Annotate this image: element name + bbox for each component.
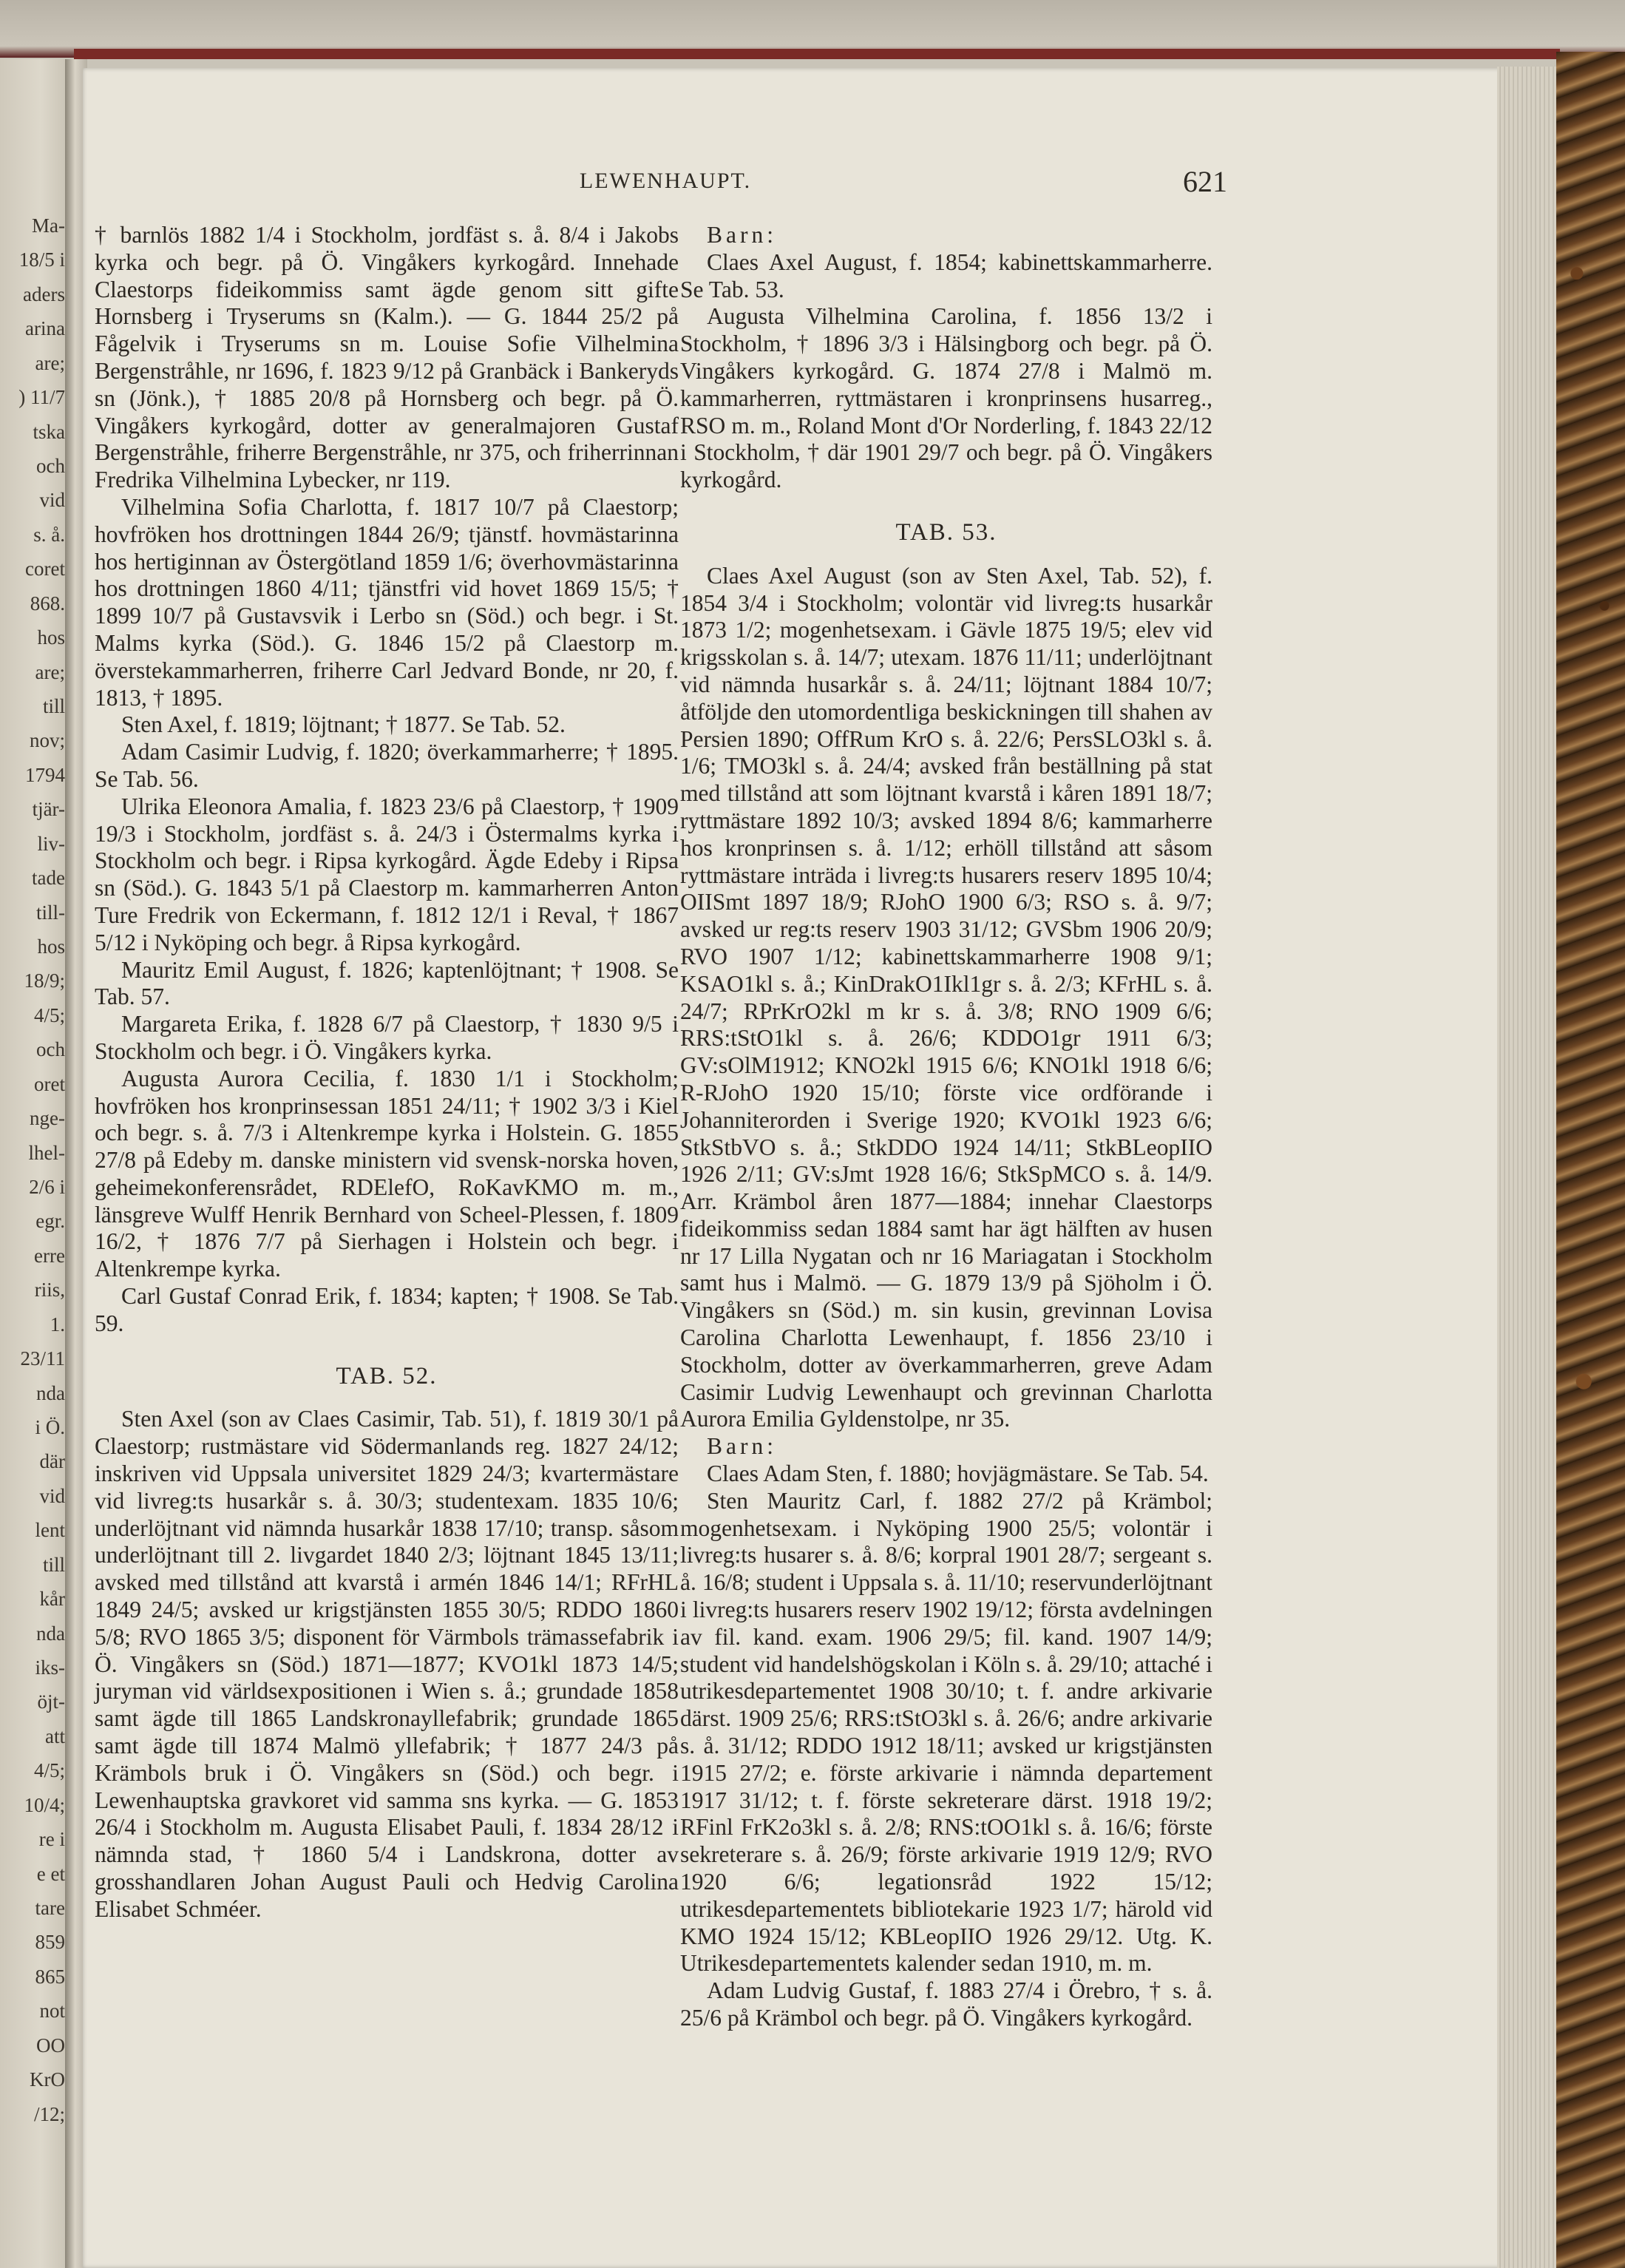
left-page-fragment: till (42, 695, 65, 717)
left-page-fragment: iks- (35, 1656, 65, 1679)
left-page-fragment: re i (38, 1828, 65, 1851)
left-page-fragment: OO (36, 2034, 65, 2057)
left-page-fragment: /12; (33, 2102, 65, 2125)
page-number: 621 (1183, 165, 1227, 198)
left-page-fragment: tska (33, 420, 65, 443)
left-page-fragment: hos (37, 935, 65, 958)
left-page-fragment: coret (25, 558, 65, 580)
entry-paragraph: † barnlös 1882 1/4 i Stockholm, jordfäst s. å. 8/4 i Jakobs kyrka och begr. på Ö. Vingåkers kyrkogård. Innehade Claestorps fideikommiss samt ägde genom sitt gifte Hornsberg i Tryserums sn (Kalm.). — G. 1844 25/2 på Fågelvik i Tryserums sn m. Louise Sofie Vilhelmina Bergenstråhle, nr 1696, f. 1823 9/12 på Granbäck i Bankeryds sn (Jönk.), † 1885 20/8 på Hornsberg och begr. på Ö. Vingåkers kyrkogård, dotter av generalmajoren Gustaf Bergenstråhle, friherre Bergenstråhle, nr 375, och friherrinnan Fredrika Vilhelmina Lybecker, nr 119. (95, 222, 679, 493)
entry-paragraph: Claes Adam Sten, f. 1880; hovjägmästare. Se Tab. 54. (707, 1460, 1209, 1487)
left-page-fragment: vid (39, 1484, 65, 1507)
table-heading: TAB. 53. (895, 518, 997, 546)
left-page-fragment: hos (37, 626, 65, 649)
left-page-fragment: erre (34, 1244, 65, 1267)
left-page-fragment: egr. (35, 1210, 65, 1233)
left-page-fragment: lent (35, 1519, 65, 1542)
entry-paragraph: Sten Axel, f. 1819; löjtnant; † 1877. Se Tab. 52. (121, 711, 566, 738)
running-head: LEWENHAUPT. (579, 169, 752, 193)
table-heading: TAB. 52. (336, 1362, 438, 1389)
left-page-fragment: kår (39, 1588, 65, 1611)
entry-paragraph: Margareta Erika, f. 1828 6/7 på Claestorp, † 1830 9/5 i Stockholm och begr. i Ö. Vingåkers kyrka. (95, 1011, 679, 1064)
left-page-fragment: not (39, 2000, 65, 2022)
left-page-fragment: att (45, 1724, 65, 1747)
left-page-fragment: 4/5; (33, 1003, 65, 1026)
left-page-fragment: där (39, 1450, 65, 1473)
left-page-fragment: till- (36, 901, 65, 924)
left-page-fragment: 1. (50, 1313, 65, 1336)
left-page-fragment: 868. (30, 592, 65, 615)
left-page-fragment: 18/9; (24, 969, 65, 992)
left-page-fragment: oret (34, 1072, 65, 1095)
left-page-fragment: riis, (34, 1279, 65, 1301)
left-page-fragment: nge- (30, 1107, 65, 1130)
right-column (680, 222, 1212, 2032)
entry-paragraph: Ulrika Eleonora Amalia, f. 1823 23/6 på Claestorp, † 1909 19/3 i Stockholm, jordfäst s. å. 24/3 i Östermalms kyrka i Stockholm och begr. i Ripsa kyrkogård. Ägde Edeby i Ripsa sn (Söd.). G. 1843 5/1 på Claestorp m. kammarherren Anton Ture Fredrik von Eckermann, f. 1812 12/1 i Reval, † 1867 5/12 i Nyköping och begr. å Ripsa kyrkogård. (95, 793, 679, 955)
left-page-fragment: lhel- (28, 1141, 65, 1164)
left-page-fragment: vid (39, 489, 65, 512)
red-page-edge (74, 49, 1560, 59)
left-page-fragment: 4/5; (33, 1759, 65, 1782)
left-page-fragment: 865 (35, 1965, 65, 1988)
left-page-fragment: nda (36, 1381, 65, 1404)
left-facing-page (0, 59, 68, 2268)
children-heading: Barn: (707, 222, 777, 248)
left-page-fragment: Ma- (32, 214, 65, 237)
left-page-fragment: nda (36, 1622, 65, 1645)
left-page-fragment: och (36, 1038, 65, 1061)
left-page-fragment: ) 11/7 (18, 386, 65, 409)
entry-paragraph: Claes Axel August, f. 1854; kabinettskammarherre. Se Tab. 53. (680, 248, 1212, 302)
entry-paragraph: Sten Axel (son av Claes Casimir, Tab. 51), f. 1819 30/1 på Claestorp; rustmästare vid Södermanlands reg. 1827 24/12; inskriven vid Uppsala universitet 1829 24/3; kvartermästare vid livreg:ts husarkår s. å. 30/3; studentexam. 1835 10/6; underlöjtnant vid nämnda husarkår 1838 17/10; transp. såsom underlöjtnant till 2. livgardet 1840 2/3; löjtnant 1845 13/11; avsked med tillstånd att kvarstå i armén 1846 14/1; RFrHL 1849 24/5; avsked ur krigstjänsten 1855 30/5; RDDO 1860 5/8; RVO 1865 3/5; disponent för Värmbols trämassefabrik i Ö. Vingåkers sn (Söd.) 1871—1877; KVO1kl 1873 14/5; juryman vid världsexpositionen i Wien s. å.; grundade 1858 samt ägde till 1865 Landskronayllefabrik; grundade 1865 samt ägde till 1874 Malmö yllefabrik; † 1877 24/3 på Krämbols bruk i Ö. Vingåkers sn (Söd.) och begr. i Lewenhauptska gravkoret vid samma sns kyrka. — G. 1853 26/4 i Stockholm m. Augusta Elisabet Pauli, f. 1834 28/12 i nämnda stad, † 1860 5/4 i Landskrona, dotter av grosshandlaren Johan August Pauli och Hedvig Carolina Elisabet Schméer. (95, 1406, 679, 1922)
left-page-fragment: tjär- (32, 798, 65, 821)
entry-paragraph: Augusta Vilhelmina Carolina, f. 1856 13/2 i Stockholm, † 1896 3/3 i Hälsingborg och begr. på Ö. Vingåkers kyrkogård. G. 1874 27/8 i Malmö m. kammarherren, ryttmästaren i kronprinsens husarreg., RSO m. m., Roland Mont d'Or Norderling, f. 1843 22/12 i Stockholm, † där 1901 29/7 och begr. på Ö. Vingåkers kyrkogård. (680, 303, 1212, 493)
entry-paragraph: Claes Axel August (son av Sten Axel, Tab. 52), f. 1854 3/4 i Stockholm; volontär vid livreg:ts husarkår 1873 1/2; mogenhetsexam. i Gävle 1875 19/5; elev vid krigsskolan s. å. 14/7; utexam. 1876 11/11; underlöjtnant vid nämnda husarkår s. å. 24/11; löjtnant 1884 10/7; åtföljde den utomordentliga beskickningen till shahen av Persien 1890; OffRum KrO s. å. 22/6; PersSLO3kl s. å. 1/6; TMO3kl s. å. 24/4; avsked från beställning på stat med tillstånd att som löjtnant kvarstå i kåren 1891 18/7; ryttmästare 1892 10/3; avsked 1894 8/6; kammarherre hos kronprinsen s. å. 1/12; erhöll tillstånd att såsom ryttmästare inträda i livreg:ts husarers reserv 1895 10/4; OIISmt 1897 18/9; RJohO 1900 6/3; RSO s. å. 9/7; avsked ur reg:ts reserv 1903 31/12; GVSbm 1906 20/9; RVO 1907 1/12; kabinettskammarherre 1908 9/1; KSAO1kl s. å.; KinDrakO1Ikl1gr s. å. 2/3; KFrHL s. å. 24/7; RPrKrO2kl m kr s. å. 3/8; RNO 1909 6/6; RRS:tStO1kl s. å. 26/6; KDDO1gr 1911 6/3; GV:sOlM1912; KNO2kl 1915 6/6; KNO1kl 1918 6/6; R-RJohO 1920 15/10; förste vice ordförande i Johanniterorden i Sverige 1920; KVO1kl 1923 6/6; StkStbVO s. å.; StkDDO 1924 14/11; StkBLeopIIO 1926 2/11; GV:sJmt 1928 16/6; StkSpMCO s. å. 14/9. Arr. Krämbol åren 1877—1884; innehar Claestorps fideikommiss sedan 1884 samt har ägt hälften av husen nr 17 Lilla Nygatan och nr 16 Mariagatan i Stockholm samt hus i Malmö. — G. 1879 13/9 på Sjöholm i Ö. Vingåkers sn (Söd.) m. sin kusin, grevinnan Lovisa Carolina Charlotta Lewenhaupt, f. 1856 23/10 i Stockholm, dotter av överkammarherren, greve Adam Casimir Ludvig Lewenhaupt och grevinnan Charlotta Aurora Emilia Gyldenstolpe, nr 35. (680, 562, 1212, 1432)
entry-paragraph: Adam Ludvig Gustaf, f. 1883 27/4 i Örebro, † s. å. 25/6 på Krämbol och begr. på Ö. Vingåkers kyrkogård. (680, 1977, 1212, 2031)
left-page-fragment: aders (23, 282, 65, 305)
left-page-fragment: liv- (37, 832, 65, 855)
marbled-cover (1556, 52, 1625, 2268)
entry-paragraph: Adam Casimir Ludvig, f. 1820; överkammarherre; † 1895. Se Tab. 56. (95, 739, 679, 792)
left-page-fragment: KrO (30, 2068, 65, 2091)
entry-paragraph: Carl Gustaf Conrad Erik, f. 1834; kapten; † 1908. Se Tab. 59. (95, 1283, 679, 1336)
left-page-fragment: tade (32, 867, 65, 890)
children-heading: Barn: (707, 1433, 777, 1460)
left-page-fragment: s. å. (33, 523, 65, 546)
entry-paragraph: Mauritz Emil August, f. 1826; kaptenlöjtnant; † 1908. Se Tab. 57. (95, 956, 679, 1010)
left-page-fragment: 10/4; (24, 1793, 65, 1816)
left-page-fragment: 18/5 i (18, 248, 65, 271)
left-page-fragment: 1794 (25, 763, 65, 786)
left-page-fragment: i Ö. (35, 1416, 65, 1438)
left-column (95, 222, 679, 1923)
left-page-fragment: 859 (35, 1931, 65, 1954)
left-page-fragment: 23/11 (20, 1347, 65, 1370)
left-page-fragment: are; (35, 351, 65, 374)
left-page-fragment: till (42, 1553, 65, 1576)
top-edge (0, 0, 1625, 58)
entry-paragraph: Augusta Aurora Cecilia, f. 1830 1/1 i Stockholm; hovfröken hos kronprinsessan 1851 24/11; † 1902 3/3 i Kiel och begr. s. å. 7/3 i Altenkrempe kyrka i Holstein. G. 1855 27/8 på Edeby m. danske ministern vid svensk-norska hoven, geheimekonferensrådet, RDElefO, RoKavKMO m. m., länsgreve Wulff Henrik Bernhard von Scheel-Plessen, f. 1809 16/2, † 1876 7/7 på Sierhagen i Holstein och begr. i Altenkrempe kyrka. (95, 1065, 679, 1282)
left-page-fragment: are; (35, 660, 65, 683)
page-edge-stack (1497, 67, 1560, 2268)
left-page-fragment: e et (36, 1862, 65, 1885)
left-page-fragment: arina (25, 317, 65, 340)
left-page-fragment: tare (35, 1897, 65, 1919)
left-page-fragment: 2/6 i (29, 1176, 65, 1198)
left-page-fragment: öjt- (37, 1690, 65, 1713)
left-page-fragment: och (36, 455, 65, 477)
entry-paragraph: Vilhelmina Sofia Charlotta, f. 1817 10/7 på Claestorp; hovfröken hos drottningen 1844 26/9; tjänstf. hovmästarinna hos hertiginnan av Östergötland 1859 1/6; överhovmästarinna hos drottningen 1860 4/11; tjänstfri vid hovet 1869 15/5; † 1899 10/7 på Gustavsvik i Lerbo sn (Söd.) och begr. i St. Malms kyrka (Söd.). G. 1846 15/2 på Claestorp m. överstekammarherren, friherre Carl Jedvard Bonde, nr 20, f. 1813, † 1895. (95, 493, 679, 711)
left-page-fragment: nov; (29, 729, 65, 752)
entry-paragraph: Sten Mauritz Carl, f. 1882 27/2 på Krämbol; mogenhetsexam. i Nyköping 1900 25/5; volontär i livreg:ts husarer s. å. 8/6; korpral 1901 28/7; sergeant s. å. 16/8; student i Uppsala s. å. 11/10; reservunderlöjtnant i livreg:ts husarers reserv 1902 19/12; första avdelningen av fil. kand. exam. 1906 29/5; fil. kand. 1907 14/9; student vid handelshögskolan i Köln s. å. 29/10; attaché i utrikesdepartementet 1908 30/10; t. f. andre arkivarie därst. 1909 25/6; RRS:tStO3kl s. å. 26/6; andre arkivarie s. å. 31/12; RDDO 1912 18/11; avsked ur krigstjänsten 1915 27/2; e. förste arkivarie i nämnda departement 1917 31/12; t. f. förste sekreterare därst. 1918 19/2; RFinl FrK2o3kl s. å. 2/8; RNS:tOO1kl s. å. 16/6; förste sekreterare s. å. 26/9; förste arkivarie 1919 12/9; RVO 1920 6/6; legationsråd 1922 15/12; utrikesdepartementets bibliotekarie 1923 1/7; härold vid KMO 1924 15/12; KBLeopIIO 1926 29/12. Utg. K. Utrikesdepartementets kalender sedan 1910, m. m. (680, 1487, 1213, 1977)
